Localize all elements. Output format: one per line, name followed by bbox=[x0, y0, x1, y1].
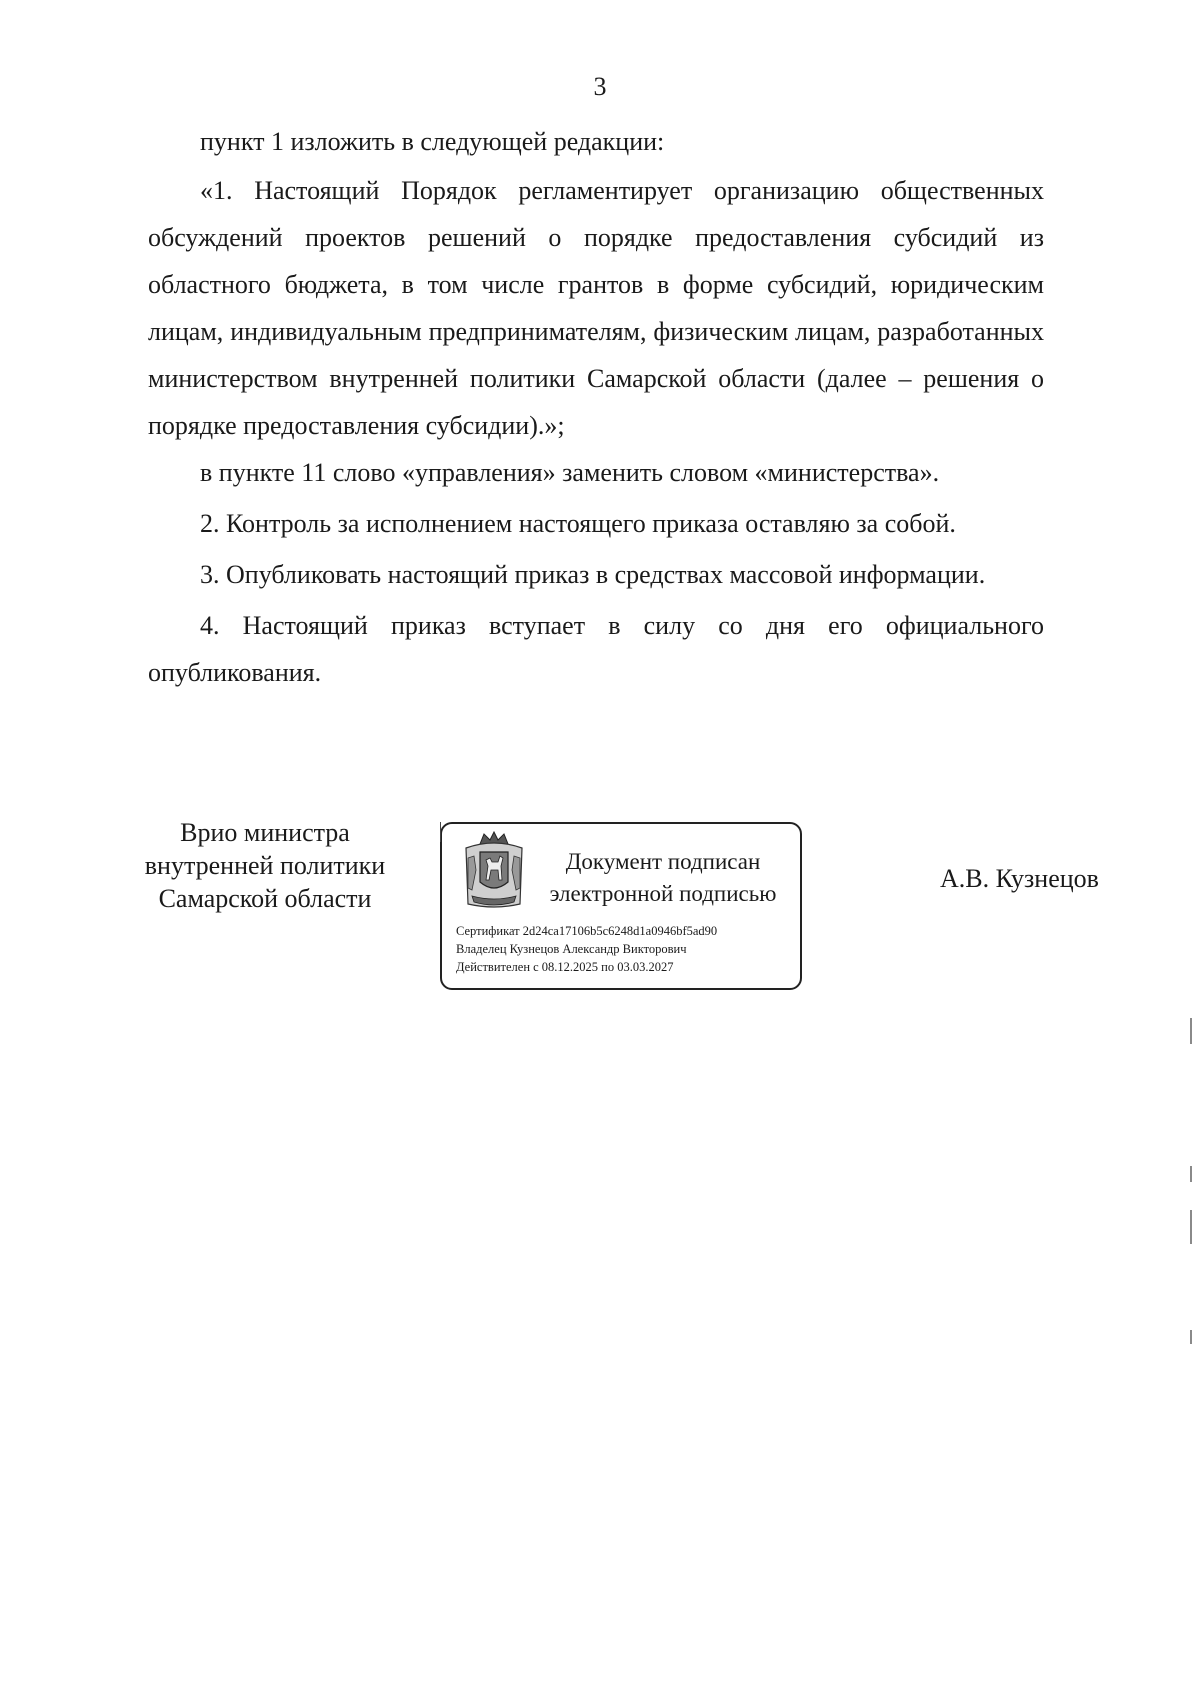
paragraph-control: 2. Контроль за исполнением настоящего приказа оставляю за собой. bbox=[200, 509, 956, 538]
signatory-position-line: Самарской области bbox=[158, 884, 372, 913]
scan-artifact bbox=[1190, 1330, 1192, 1344]
samara-coat-of-arms-icon bbox=[460, 830, 528, 912]
paragraph-publish: 3. Опубликовать настоящий приказ в средствах массовой информации. bbox=[200, 560, 986, 589]
paragraph-item-11: в пункте 11 слово «управления» заменить словом «министерства». bbox=[200, 458, 940, 487]
scan-artifact bbox=[440, 822, 441, 842]
signatory-position-line: внутренней политики bbox=[144, 851, 386, 880]
certificate-validity: Действителен с 08.12.2025 по 03.03.2027 bbox=[456, 960, 674, 974]
stamp-details bbox=[456, 922, 717, 976]
signatory-name: А.В. Кузнецов bbox=[940, 864, 1099, 893]
scan-artifact bbox=[1190, 1166, 1192, 1182]
signatory-position bbox=[140, 816, 390, 915]
paragraph-quoted-amendment: «1. Настоящий Порядок регламентирует организацию общественных обсуждений проектов решений о порядке предоставления субсидий из областного бюджета, в том числе грантов в форме субсидий, юридическим лицам, индивидуальным предпринимателям, физическим лицам, разработанных министерством внутренней политики Самарской области (далее – решения о порядке предоставления субсидии).»; bbox=[148, 176, 1044, 440]
certificate-owner: Владелец Кузнецов Александр Викторович bbox=[456, 942, 687, 956]
stamp-title-line: Документ подписан bbox=[565, 849, 761, 874]
signatory-position-line: Врио министра bbox=[180, 818, 350, 847]
document-body bbox=[148, 118, 1044, 696]
page-number: 3 bbox=[593, 72, 607, 101]
paragraph-intro: пункт 1 изложить в следующей редакции: bbox=[200, 127, 665, 156]
scan-artifact bbox=[1190, 1210, 1192, 1244]
electronic-signature-stamp bbox=[440, 822, 802, 990]
scan-artifact bbox=[1190, 1018, 1192, 1044]
stamp-title bbox=[538, 846, 788, 910]
certificate-number: Сертификат 2d24ca17106b5c6248d1a0946bf5ad90 bbox=[456, 924, 718, 938]
stamp-title-line: электронной подписью bbox=[549, 881, 777, 906]
paragraph-effective: 4. Настоящий приказ вступает в силу со дня его официального опубликования. bbox=[148, 611, 1044, 687]
